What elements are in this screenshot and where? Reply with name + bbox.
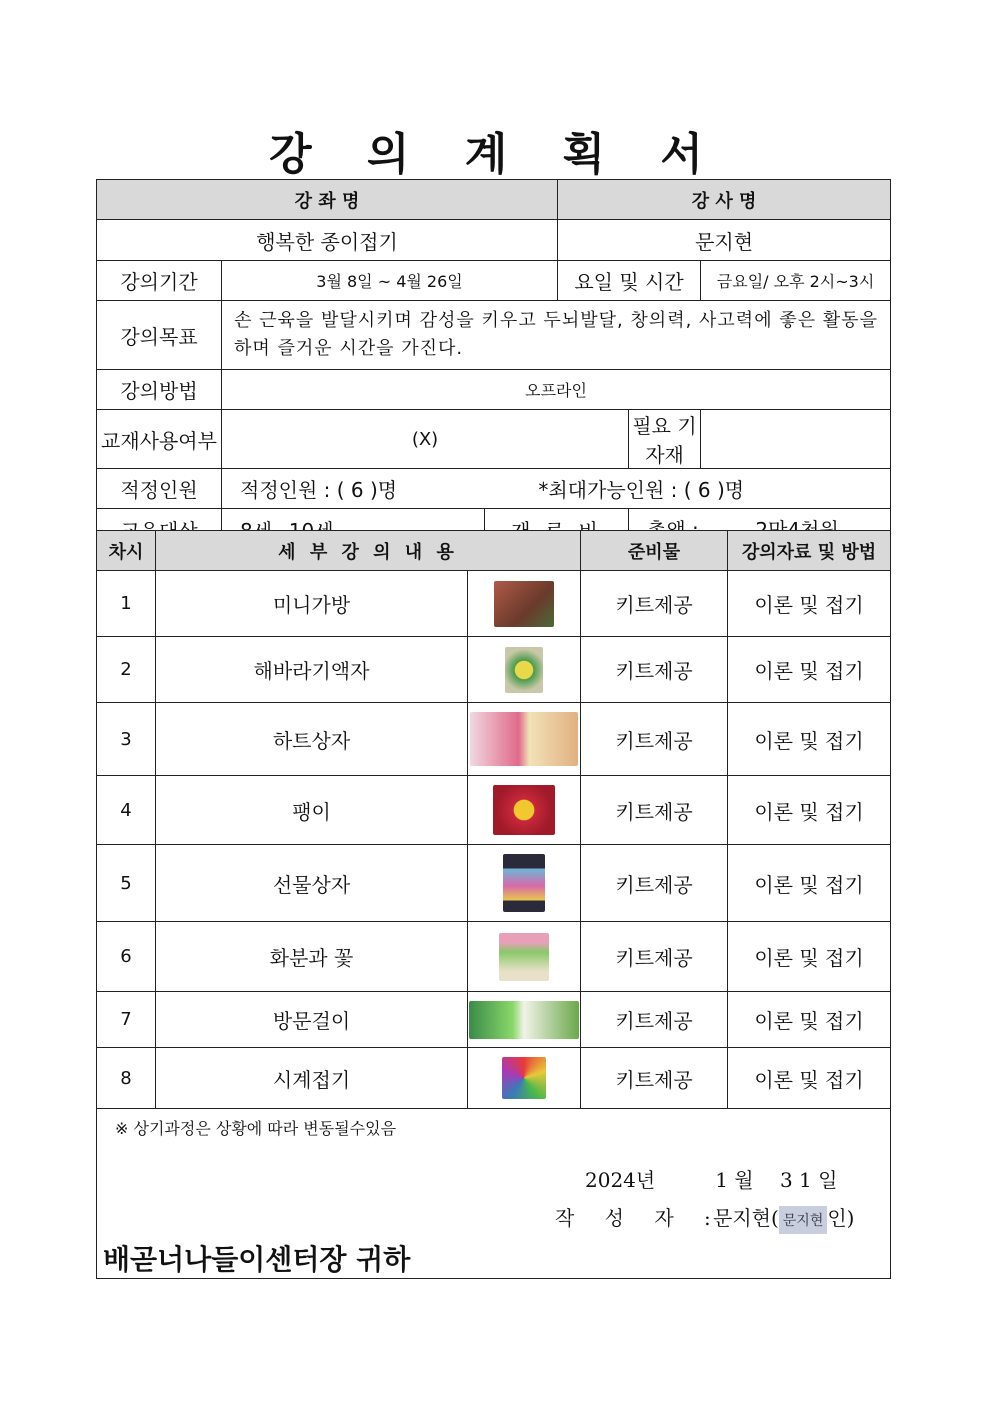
writer-suffix: 인) (827, 1206, 855, 1230)
capacity-row (222, 469, 891, 509)
session-method: 이론 및 접기 (728, 637, 891, 703)
period-value: 3월 8일 ~ 4월 26일 (222, 261, 558, 301)
goal-value: 손 근육을 발달시키며 감성을 키우고 두뇌발달, 창의력, 사고력에 좋은 활동을 하며 즐거운 시간을 가진다. (222, 301, 891, 370)
instructor-header: 강 사 명 (558, 180, 891, 220)
table-row (97, 992, 891, 1048)
session-no: 6 (97, 922, 156, 992)
table-row (97, 1048, 891, 1109)
date-text: 2024년 1 월 3 1 일 (585, 1168, 838, 1192)
equipment-label: 필요 기자재 (629, 410, 701, 469)
writer-signature (713, 1202, 854, 1234)
session-no: 4 (97, 776, 156, 845)
session-no: 7 (97, 992, 156, 1048)
table-row (97, 703, 891, 776)
session-title: 화분과 꽃 (156, 922, 468, 992)
period-label: 강의기간 (97, 261, 222, 301)
col-header-content: 세 부 강 의 내 용 (156, 531, 581, 571)
session-title: 선물상자 (156, 845, 468, 922)
instructor-name: 문지현 (558, 220, 891, 261)
session-method: 이론 및 접기 (728, 703, 891, 776)
door-hanger-photo (468, 992, 581, 1048)
session-title: 팽이 (156, 776, 468, 845)
capacity-label: 적정인원 (97, 469, 222, 509)
course-info-table (96, 179, 891, 550)
session-prep: 키트제공 (581, 703, 728, 776)
table-row (97, 637, 891, 703)
session-no: 8 (97, 1048, 156, 1109)
footer-box (96, 1108, 891, 1279)
note-text: ※ 상기과정은 상황에 따라 변동될수있음 (115, 1119, 397, 1138)
session-title: 시계접기 (156, 1048, 468, 1109)
session-method: 이론 및 접기 (728, 776, 891, 845)
session-prep: 키트제공 (581, 571, 728, 637)
goal-label: 강의목표 (97, 301, 222, 370)
capacity-value: 적정인원 : ( 6 )명 (240, 478, 398, 502)
day-time-value: 금요일/ 오후 2시~3시 (701, 261, 891, 301)
session-prep: 키트제공 (581, 1048, 728, 1109)
session-prep: 키트제공 (581, 922, 728, 992)
session-no: 5 (97, 845, 156, 922)
session-method: 이론 및 접기 (728, 571, 891, 637)
session-prep: 키트제공 (581, 845, 728, 922)
table-row (97, 922, 891, 992)
session-method: 이론 및 접기 (728, 845, 891, 922)
textbook-label: 교재사용여부 (97, 410, 222, 469)
mini-bag-photo (468, 571, 581, 637)
col-header-no: 차시 (97, 531, 156, 571)
clock-photo (468, 1048, 581, 1109)
table-row (97, 571, 891, 637)
heart-box-photo (468, 703, 581, 776)
session-no: 2 (97, 637, 156, 703)
session-title: 방문걸이 (156, 992, 468, 1048)
document-title: 강 의 계 획 서 (269, 129, 723, 180)
spinning-top-photo (468, 776, 581, 845)
session-title: 하트상자 (156, 703, 468, 776)
sunflower-frame-photo (468, 637, 581, 703)
session-method: 이론 및 접기 (728, 1048, 891, 1109)
table-row (97, 845, 891, 922)
course-name: 행복한 종이접기 (97, 220, 558, 261)
session-prep: 키트제공 (581, 776, 728, 845)
course-name-header: 강 좌 명 (97, 180, 558, 220)
method-label: 강의방법 (97, 370, 222, 410)
session-title: 해바라기액자 (156, 637, 468, 703)
gift-box-photo (468, 845, 581, 922)
method-value: 오프라인 (222, 370, 891, 410)
session-no: 1 (97, 571, 156, 637)
max-capacity-value: *최대가능인원 : ( 6 )명 (538, 478, 745, 502)
session-method: 이론 및 접기 (728, 992, 891, 1048)
day-time-label: 요일 및 시간 (558, 261, 701, 301)
col-header-prep: 준비물 (581, 531, 728, 571)
col-header-method: 강의자료 및 방법 (728, 531, 891, 571)
signature-stamp: 문지현 (779, 1206, 828, 1234)
equipment-value (701, 410, 891, 469)
table-row (97, 776, 891, 845)
session-title: 미니가방 (156, 571, 468, 637)
session-prep: 키트제공 (581, 637, 728, 703)
writer-name: 문지현( (713, 1206, 779, 1230)
session-no: 3 (97, 703, 156, 776)
textbook-value: (X) (222, 410, 629, 469)
flowerpot-photo (468, 922, 581, 992)
session-method: 이론 및 접기 (728, 922, 891, 992)
recipient-text: 배곧너나들이센터장 귀하 (103, 1243, 411, 1276)
writer-label: 작 성 자 : (555, 1206, 723, 1230)
sessions-table (96, 530, 891, 1109)
session-prep: 키트제공 (581, 992, 728, 1048)
